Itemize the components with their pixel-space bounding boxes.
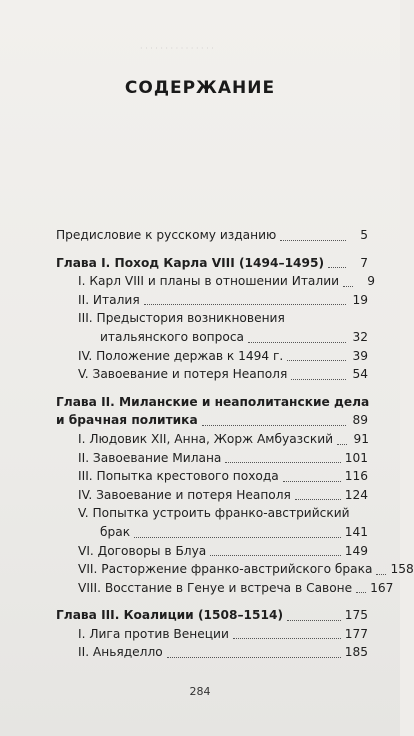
toc-entry[interactable]: [78, 579, 394, 598]
toc-page-number: 175: [344, 608, 368, 623]
toc-page-number: 54: [352, 367, 368, 382]
dot-leader: [356, 591, 366, 593]
toc-chapter-label: Глава III. Коалиции (1508–1514): [56, 608, 284, 623]
toc-entry[interactable]: [78, 542, 368, 561]
toc-page-number: 124: [344, 487, 368, 502]
toc-entry-label: III. Попытка крестового похода: [78, 469, 279, 484]
toc-page-number: 149: [344, 543, 368, 558]
toc-entry-label: I. Людовик XII, Анна, Жорж Амбуазский: [78, 431, 334, 446]
toc-entry[interactable]: [78, 272, 376, 291]
dot-leader: [233, 637, 341, 639]
toc-page-number: 89: [352, 413, 368, 428]
toc-entry-label: V. Попытка устроить франко-австрийский: [78, 506, 350, 521]
toc-entry[interactable]: [78, 560, 414, 579]
toc-chapter-label: Глава I. Поход Карла VIII (1494–1495): [56, 255, 325, 270]
toc-page-number: 177: [344, 626, 368, 641]
dot-leader: [248, 341, 346, 343]
dot-leader: [283, 480, 341, 482]
toc-entry[interactable]: [78, 504, 368, 541]
toc-entry-label: III. Предыстория возникновения: [78, 311, 285, 326]
toc-page-number: 101: [344, 450, 368, 465]
show-through-text: · · · · · · · · · · · · · · ·: [140, 44, 214, 53]
toc-page-number: 9: [367, 274, 376, 289]
toc-entry[interactable]: [78, 467, 368, 486]
toc-entry-label: I. Лига против Венеции: [78, 626, 229, 641]
dot-leader: [202, 424, 346, 426]
toc-entry-label: VI. Договоры в Блуа: [78, 543, 207, 558]
toc-entry-label: IV. Положение держав к 1494 г.: [78, 348, 284, 363]
toc-entry-label: VII. Расторжение франко-австрийского брака: [78, 562, 373, 577]
toc-entry[interactable]: [78, 347, 368, 366]
dot-leader: [134, 536, 341, 538]
dot-leader: [343, 285, 353, 287]
dot-leader: [291, 378, 346, 380]
toc-page-number: 91: [353, 431, 370, 446]
toc-page-number: 19: [352, 292, 368, 307]
toc-chapter-3[interactable]: [56, 606, 368, 625]
toc-entry[interactable]: [78, 365, 368, 384]
toc-entry[interactable]: [78, 309, 368, 346]
toc-page-number: 5: [360, 228, 368, 242]
dot-leader: [287, 359, 346, 361]
toc-entry-label: II. Италия: [78, 292, 140, 307]
toc-chapter-label: Глава II. Миланские и неаполитанские дела: [56, 394, 370, 409]
toc-page-number: 39: [352, 348, 368, 363]
toc-entry[interactable]: [78, 430, 368, 449]
toc-page-number: 167: [370, 580, 394, 595]
toc-page-number: 158: [390, 562, 414, 577]
dot-leader: [144, 303, 346, 305]
toc-entry-label: Предисловие к русскому изданию: [56, 228, 277, 242]
dot-leader: [167, 656, 341, 658]
toc-entry-label: II. Завоевание Милана: [78, 450, 222, 465]
toc-chapter-label-continued: и брачная политика: [56, 413, 198, 428]
dot-leader: [280, 239, 346, 241]
toc-page-number: 32: [352, 329, 368, 344]
dot-leader: [210, 554, 340, 556]
toc-entry-label: IV. Завоевание и потеря Неаполя: [78, 487, 291, 502]
dot-leader: [376, 573, 386, 575]
toc-entry-label: I. Карл VIII и планы в отношении Италии: [78, 274, 340, 289]
toc-entry[interactable]: [78, 625, 368, 644]
toc-page-number: 141: [344, 524, 368, 539]
dot-leader: [287, 619, 341, 621]
dot-leader: [328, 266, 346, 268]
table-of-contents: [56, 226, 414, 662]
toc-entry[interactable]: [78, 449, 368, 468]
toc-page-number: 7: [360, 255, 368, 270]
page-number-footer: 284: [189, 685, 211, 698]
toc-entry-label-continued: брак: [100, 524, 131, 539]
toc-entry-label: V. Завоевание и потеря Неаполя: [78, 367, 288, 382]
toc-page-number: 185: [344, 645, 368, 660]
toc-entry-preface[interactable]: [56, 226, 368, 245]
toc-entry-label: II. Аньяделло: [78, 645, 163, 660]
page-title: СОДЕРЖАНИЕ: [124, 78, 276, 98]
dot-leader: [337, 443, 347, 445]
toc-entry-label: VIII. Восстание в Генуе и встреча в Савоне: [78, 580, 353, 595]
toc-entry[interactable]: [78, 486, 368, 505]
dot-leader: [295, 498, 341, 500]
toc-page-number: 116: [344, 469, 368, 484]
toc-entry-label-continued: итальянского вопроса: [100, 329, 244, 344]
toc-entry[interactable]: [78, 643, 368, 662]
toc-chapter-2[interactable]: [56, 393, 368, 430]
toc-entry[interactable]: [78, 291, 368, 310]
toc-chapter-1[interactable]: [56, 254, 368, 273]
dot-leader: [225, 461, 340, 463]
